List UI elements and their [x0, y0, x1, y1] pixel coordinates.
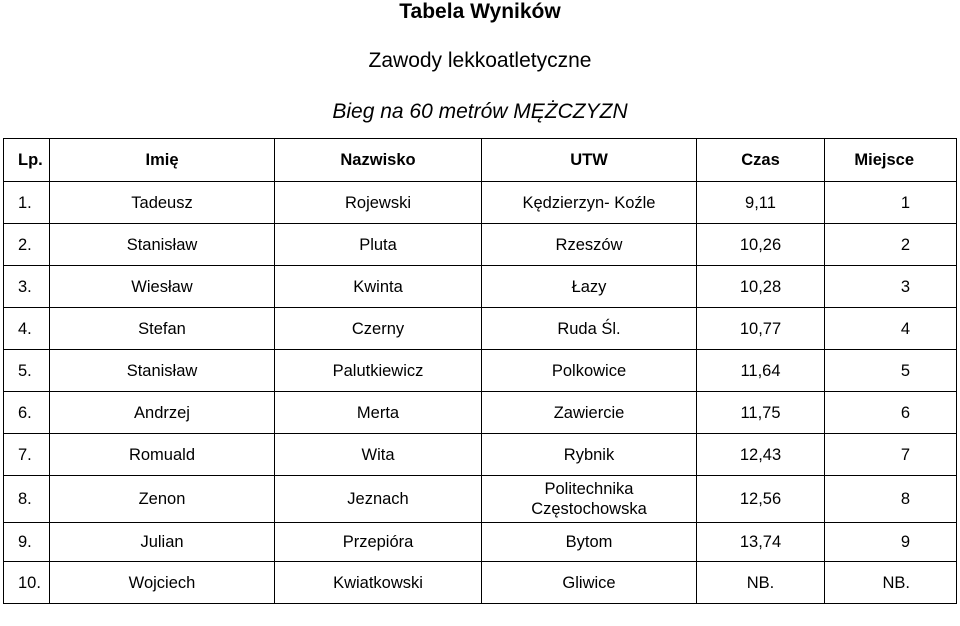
cell-last-name: Wita [275, 434, 482, 476]
table-row [4, 350, 957, 392]
cell-lp: 1. [4, 182, 50, 224]
table-row [4, 308, 957, 350]
cell-last-name: Przepióra [275, 523, 482, 562]
cell-utw: Polkowice [482, 350, 697, 392]
cell-place: 2 [825, 224, 957, 266]
cell-last-name: Jeznach [275, 476, 482, 523]
cell-utw: Gliwice [482, 562, 697, 604]
table-row [4, 392, 957, 434]
table-row [4, 476, 957, 523]
cell-last-name: Palutkiewicz [275, 350, 482, 392]
cell-lp: 2. [4, 224, 50, 266]
table-row [4, 523, 957, 562]
cell-last-name: Pluta [275, 224, 482, 266]
header-first-name: Imię [50, 139, 275, 182]
cell-place: 8 [825, 476, 957, 523]
cell-lp: 9. [4, 523, 50, 562]
event-title: Bieg na 60 metrów MĘŻCZYZN [332, 100, 628, 123]
cell-time: 12,43 [697, 434, 825, 476]
cell-first-name: Stefan [50, 308, 275, 350]
cell-utw: Politechnika Częstochowska [482, 476, 697, 523]
cell-lp: 4. [4, 308, 50, 350]
cell-last-name: Kwiatkowski [275, 562, 482, 604]
cell-lp: 5. [4, 350, 50, 392]
cell-time: 11,75 [697, 392, 825, 434]
table-row [4, 224, 957, 266]
cell-place: 1 [825, 182, 957, 224]
table-row [4, 562, 957, 604]
cell-time: NB. [697, 562, 825, 604]
cell-utw: Ruda Śl. [482, 308, 697, 350]
cell-place: 3 [825, 266, 957, 308]
header-utw: UTW [482, 139, 697, 182]
cell-lp: 6. [4, 392, 50, 434]
table-row [4, 182, 957, 224]
cell-place: 5 [825, 350, 957, 392]
cell-time: 10,77 [697, 308, 825, 350]
table-header-row [4, 139, 957, 182]
cell-first-name: Wojciech [50, 562, 275, 604]
cell-utw: Zawiercie [482, 392, 697, 434]
cell-utw: Kędzierzyn- Koźle [482, 182, 697, 224]
header-lp: Lp. [4, 139, 50, 182]
document-subtitle: Zawody lekkoatletyczne [368, 49, 592, 72]
cell-time: 9,11 [697, 182, 825, 224]
document-title: Tabela Wyników [399, 0, 561, 23]
cell-first-name: Zenon [50, 476, 275, 523]
header-time: Czas [697, 139, 825, 182]
cell-utw: Łazy [482, 266, 697, 308]
cell-place: 7 [825, 434, 957, 476]
cell-utw: Rzeszów [482, 224, 697, 266]
cell-last-name: Merta [275, 392, 482, 434]
cell-first-name: Stanisław [50, 350, 275, 392]
cell-place: 6 [825, 392, 957, 434]
cell-time: 12,56 [697, 476, 825, 523]
cell-place: 4 [825, 308, 957, 350]
table-row [4, 266, 957, 308]
cell-first-name: Andrzej [50, 392, 275, 434]
cell-last-name: Rojewski [275, 182, 482, 224]
cell-time: 10,28 [697, 266, 825, 308]
cell-lp: 3. [4, 266, 50, 308]
cell-time: 11,64 [697, 350, 825, 392]
cell-lp: 7. [4, 434, 50, 476]
cell-utw: Bytom [482, 523, 697, 562]
cell-last-name: Czerny [275, 308, 482, 350]
cell-lp: 8. [4, 476, 50, 523]
cell-lp: 10. [4, 562, 50, 604]
cell-first-name: Tadeusz [50, 182, 275, 224]
cell-time: 13,74 [697, 523, 825, 562]
cell-place: 9 [825, 523, 957, 562]
table-row [4, 434, 957, 476]
cell-first-name: Romuald [50, 434, 275, 476]
cell-utw: Rybnik [482, 434, 697, 476]
results-table [3, 138, 957, 604]
cell-time: 10,26 [697, 224, 825, 266]
cell-last-name: Kwinta [275, 266, 482, 308]
cell-place: NB. [825, 562, 957, 604]
cell-first-name: Julian [50, 523, 275, 562]
cell-first-name: Stanisław [50, 224, 275, 266]
header-last-name: Nazwisko [275, 139, 482, 182]
cell-first-name: Wiesław [50, 266, 275, 308]
header-place: Miejsce [825, 139, 957, 182]
